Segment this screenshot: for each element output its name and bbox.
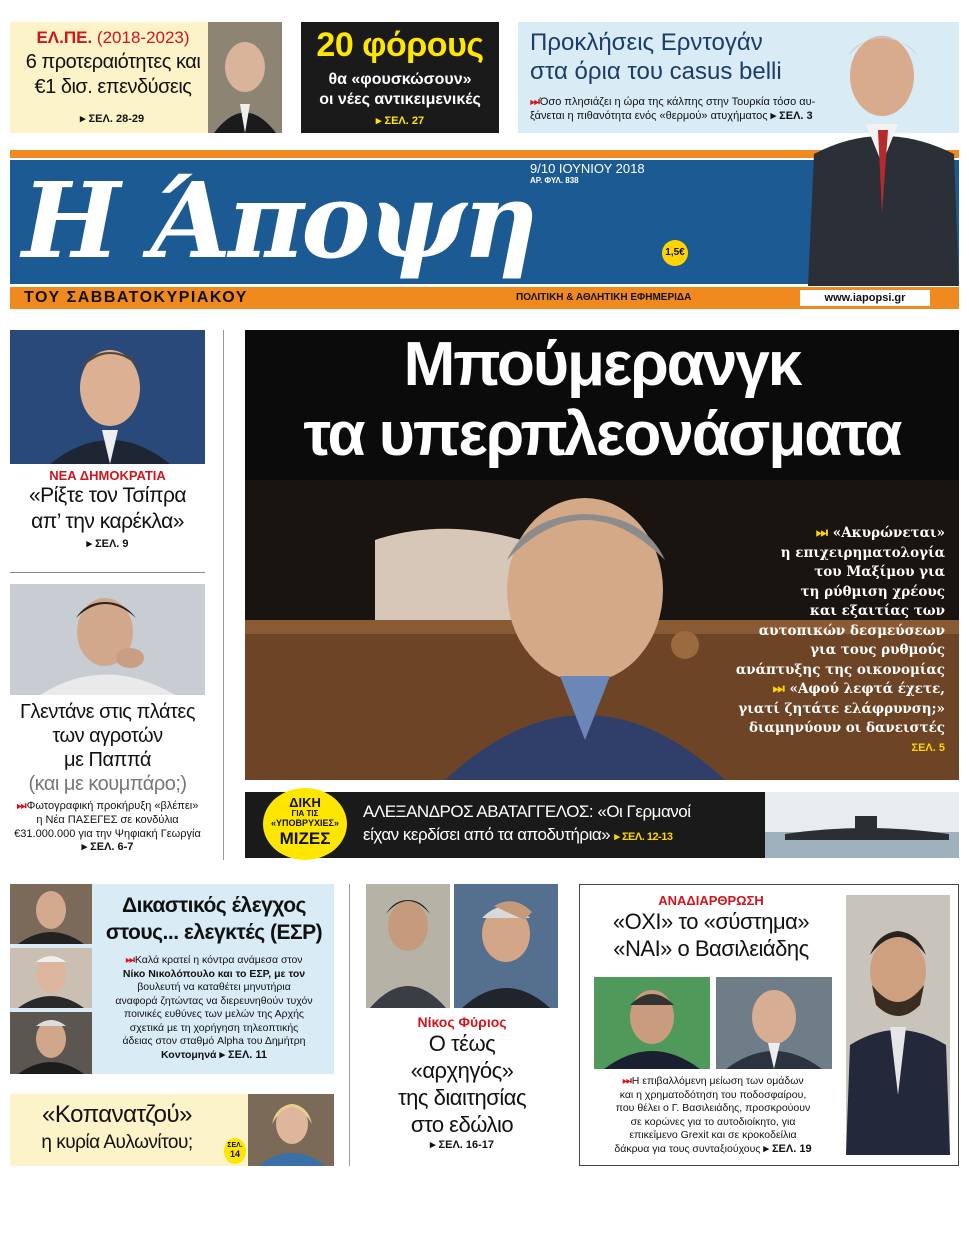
pappas-text2: η Νέα ΠΑΣΕΓΕΣ σε κονδύλια — [36, 813, 179, 826]
website: www.iapopsi.gr — [824, 292, 906, 304]
submarine-photo — [765, 792, 959, 858]
furios-ref: ▸ ΣΕΛ. 16-17 — [366, 1138, 558, 1151]
lead-body: ⏭ «Ακυρώνεται» η επιχειρηματολογία του Μαξίμου για τη ρύθμιση χρέους και εξαιτίας των αυτοπικών δεσμεύσεων για τους ρυθμούς ανάπτυξης της οικονομίας ⏭ «Αφού λεφτά έχετε, γιατί ζητάτε ελάφρυνση;» διαμηνύουν οι δανειστές ΣΕΛ. 5 — [735, 524, 945, 758]
vas-photo-1 — [594, 977, 710, 1069]
nd-line2: απ’ την καρέκλα» — [31, 510, 184, 533]
esr-title2: στους... ελεγκτές (ΕΣΡ) — [105, 921, 323, 944]
vas-ref: ▸ ΣΕΛ. 19 — [763, 1143, 811, 1155]
pappas-line4: (και με κουμπάρο;) — [28, 773, 187, 795]
masthead-tagline: ΠΟΛΙΤΙΚΗ & ΑΘΛΗΤΙΚΗ ΕΦΗΜΕΡΙΔΑ — [516, 292, 692, 303]
vas-line2: «ΝΑΙ» ο Βασιλειάδης — [613, 936, 809, 961]
lead-headline-1: Μπούμερανγκ — [403, 330, 801, 399]
sub-ref: ▸ ΣΕΛ. 12-13 — [614, 831, 672, 843]
esr-text-0: Καλά κρατεί η κόντρα ανάμεσα στον — [134, 954, 303, 966]
sub-badge3: «ΥΠΟΒΡΥΧΙΕΣ» — [271, 818, 339, 828]
erdogan-line2: στα όρια του casus belli — [530, 58, 782, 85]
nd-ref: ▸ ΣΕΛ. 9 — [10, 537, 205, 550]
pappas-line1: Γλεντάνε στις πλάτες — [20, 701, 195, 723]
story-vasileiadis[interactable]: ΑΝΑΔΙΑΡΘΡΩΣΗ «ΟΧΙ» το «σύστημα» «ΝΑΙ» ο Βασιλειάδης ⏭Η επιβαλλόμενη μείωση των ομάδων και η χρηματοδότηση του ποδοσφαίρου, που θέλει ο Γ. Βασιλειάδης, προσκρούουν σε κορώνες για το αυτοδιοίκητο, για επικείμενο Grexit και σε κροκοδείλια δάκρυα για τους συνταξιούχους ▸ ΣΕΛ. 19 — [579, 884, 959, 1166]
pappas-line2: των αγροτών — [52, 725, 163, 747]
lead-p1-0: «Ακυρώνεται» — [832, 525, 945, 541]
teaser-elpe[interactable] — [10, 22, 282, 133]
price: 1,5€ — [665, 247, 685, 258]
vas-text-2: που θέλει ο Γ. Βασιλειάδης, προσκρούουν — [615, 1102, 811, 1114]
erdogan-ref: ▸ ΣΕΛ. 3 — [771, 110, 813, 122]
lead-p1-3: τη ρύθμιση χρέους — [800, 583, 945, 600]
divider-vertical-bottom-1 — [349, 884, 350, 1166]
esr-text-6: άδειας στον σταθμό Alpha του Δημήτρη — [122, 1035, 306, 1047]
kopa-badge2: 14 — [229, 1149, 240, 1159]
pappas-ref: ▸ ΣΕΛ. 6-7 — [10, 841, 205, 855]
vas-text-4: επικείμενο Grexit και σε κροκοδείλια — [629, 1129, 797, 1141]
lead-p1-6: για τους ρυθμούς — [810, 642, 945, 658]
teaser-taxes[interactable] — [301, 22, 499, 133]
sub-story[interactable] — [245, 792, 959, 858]
vas-kicker: ΑΝΑΔΙΑΡΘΡΩΣΗ — [658, 893, 764, 908]
kopa-badge — [224, 1138, 246, 1164]
lead-p2-1: γιατί ζητάτε ελάφρυνση;» — [738, 700, 945, 717]
story-esr[interactable]: Δικαστικός έλεγχος στους... ελεγκτές (ΕΣΡ) ⏭Καλά κρατεί η κόντρα ανάμεσα στον Νίκο Νικολόπουλο και το ΕΣΡ, με τον βουλευτή να καταθέτει μηνυτήρια αναφορά ζητώντας να διερευνηθούν τυχόν ποινικές ευθύνες των μελών της Αρχής σχετικά με τη χορήγηση τηλεοπτικής άδειας στον σταθμό Alpha του Δημήτρη Κοντομηνά ▸ ΣΕΛ. 11 — [10, 884, 334, 1074]
esr-photo-2 — [10, 948, 92, 1008]
vas-text-0: Η επιβαλλόμενη μείωση των ομάδων — [631, 1075, 804, 1087]
lead-p2-0: «Αφού λεφτά έχετε, — [789, 681, 945, 697]
elpe-prefix: ΕΛ.ΠΕ. — [36, 28, 93, 47]
esr-text-4: ποινικές ευθύνες των μελών της Αρχής — [124, 1008, 304, 1020]
lead-p1-1: η επιχειρηματολογία — [780, 544, 945, 561]
esr-ref: ▸ ΣΕΛ. 11 — [219, 1049, 267, 1061]
sub-badge4: ΜΙΖΕΣ — [279, 829, 331, 848]
furios-line2: «αρχηγός» — [410, 1058, 514, 1083]
story-kopa[interactable] — [10, 1094, 334, 1166]
story-pappas[interactable]: Γλεντάνε στις πλάτες των αγροτών με Παππά (και με κουμπάρο;) ⏭Φωτογραφική προκήρυξη «βλέπει» η Νέα ΠΑΣΕΓΕΣ σε κονδύλια €31.000.000 για την Ψηφιακή Γεωργία ▸ ΣΕΛ. 6-7 — [10, 700, 205, 855]
furios-line3: της διαιτησίας — [397, 1085, 527, 1110]
website-link[interactable] — [800, 290, 930, 306]
lead-ref: ΣΕΛ. 5 — [911, 741, 945, 754]
esr-text-7: Κοντομηνά — [160, 1048, 217, 1061]
vasileiadis-photo — [846, 895, 950, 1155]
taxes-line2: οι νέες αντικειμενικές — [319, 91, 481, 108]
sub-line1: ΑΛΕΞΑΝΔΡΟΣ ΑΒΑΤΑΓΓΕΛΟΣ: «Οι Γερμανοί — [363, 802, 691, 821]
taxes-big: 20 φόρους — [316, 26, 484, 64]
kopa-badge1: ΣΕΛ. — [227, 1142, 243, 1149]
story-nd[interactable] — [10, 468, 205, 550]
sub-badge2: ΓΙΑ ΤΙΣ — [291, 809, 319, 818]
story-furios[interactable] — [366, 1014, 558, 1151]
furios-photo-1 — [366, 884, 450, 1008]
kopa-line1: «Κοπανατζού» — [42, 1101, 192, 1128]
elpe-line2: €1 δισ. επενδύσεις — [34, 76, 192, 98]
lead-p1-5: αυτοπικών δεσμεύσεων — [758, 622, 945, 639]
lead-p1-7: ανάπτυξης της οικονομίας — [735, 661, 945, 678]
furios-kicker: Νίκος Φύριος — [417, 1014, 507, 1030]
elpe-ref: ▸ ΣΕΛ. 28-29 — [80, 112, 144, 125]
elpe-photo — [208, 22, 282, 133]
erdogan-text2: ξάνεται η πιθανότητα ενός «θερμού» ατυχήματος — [530, 109, 768, 122]
lead-story[interactable] — [245, 330, 959, 780]
esr-text-1: Νίκο Νικολόπουλο και το ΕΣΡ, με τον — [122, 967, 306, 980]
elpe-line1: 6 προτεραιότητες και — [25, 51, 201, 73]
masthead-date: 9/10 ΙΟΥΝΙΟΥ 2018 — [530, 161, 645, 176]
pappas-text1: Φωτογραφική προκήρυξη «βλέπει» — [26, 800, 199, 812]
divider-vertical-left — [223, 330, 224, 860]
furios-line4: στο εδώλιο — [410, 1112, 514, 1137]
lead-p2-2: διαμηνύουν οι δανειστές — [749, 720, 945, 736]
elpe-years: (2018-2023) — [96, 28, 190, 47]
lead-p1-2: του Μαξίμου για — [814, 564, 945, 580]
erdogan-line1: Προκλήσεις Ερντογάν — [530, 29, 763, 56]
divider-left-1 — [10, 572, 205, 573]
pappas-photo — [10, 584, 205, 695]
furios-line1: Ο τέως — [428, 1031, 496, 1056]
vas-text-1: και η χρηματοδότηση του ποδοσφαίρου, — [619, 1088, 807, 1101]
esr-photo-3 — [10, 1012, 92, 1074]
nd-line1: «Ρίξτε τον Τσίπρα — [28, 484, 187, 507]
masthead-issue: ΑΡ. ΦΥΛ. 838 — [530, 176, 579, 185]
price-badge — [662, 240, 688, 266]
esr-text-3: αναφορά ζητώντας να διερευνηθούν τυχόν — [115, 994, 313, 1007]
pappas-line3: με Παππά — [64, 749, 151, 771]
vas-line1: «ΟΧΙ» το «σύστημα» — [612, 909, 810, 934]
lead-p1-4: και εξαιτίας των — [809, 603, 945, 619]
pappas-text3: €31.000.000 για την Ψηφιακή Γεωργία — [14, 827, 201, 840]
lead-headline-2: τα υπερπλεονάσματα — [303, 400, 901, 469]
kopa-line2: η κυρία Αυλωνίτου; — [41, 1132, 193, 1153]
taxes-line1: θα «φουσκώσουν» — [328, 71, 472, 88]
esr-title1: Δικαστικός έλεγχος — [122, 894, 306, 917]
esr-text-2: βουλευτή να καταθέτει μηνυτήρια — [137, 981, 291, 993]
masthead-title: Η Άποψη — [22, 159, 536, 282]
mitsotakis-photo — [10, 330, 205, 464]
vas-text-3: σε κορώνες για το αυτοδιοίκητο, για — [630, 1115, 796, 1128]
avlonitou-photo — [248, 1094, 334, 1166]
erdogan-text1: Όσο πλησιάζει η ώρα της κάλπης στην Τουρκία τόσο αυ- — [539, 96, 816, 108]
teaser-erdogan[interactable]: Προκλήσεις Ερντογάν στα όρια του casus belli ⏭Όσο πλησιάζει η ώρα της κάλπης στην Τουρκία τόσο αυ- ξάνεται η πιθανότητα ενός «θερμού» ατυχήματος ▸ ΣΕΛ. 3 — [518, 22, 959, 133]
furios-photo-2 — [454, 884, 558, 1008]
vas-photo-2 — [716, 977, 832, 1069]
masthead-subtitle: ΤΟΥ ΣΑΒΒΑΤΟΚΥΡΙΑΚΟΥ — [24, 289, 248, 306]
sub-line2: είχαν κερδίσει από τα αποδυτήρια» — [363, 825, 611, 844]
sub-badge1: ΔΙΚΗ — [289, 795, 321, 810]
esr-photo-1 — [10, 884, 92, 944]
nd-kicker: ΝΕΑ ΔΗΜΟΚΡΑΤΙΑ — [49, 468, 166, 483]
taxes-ref: ▸ ΣΕΛ. 27 — [301, 114, 499, 127]
vas-text-5: δάκρυα για τους συνταξιούχους — [614, 1142, 761, 1155]
sub-badge — [263, 788, 347, 860]
esr-text-5: σχετικά με τη χορήγηση τηλεοπτικής — [129, 1021, 299, 1034]
erdogan-photo — [808, 14, 959, 286]
